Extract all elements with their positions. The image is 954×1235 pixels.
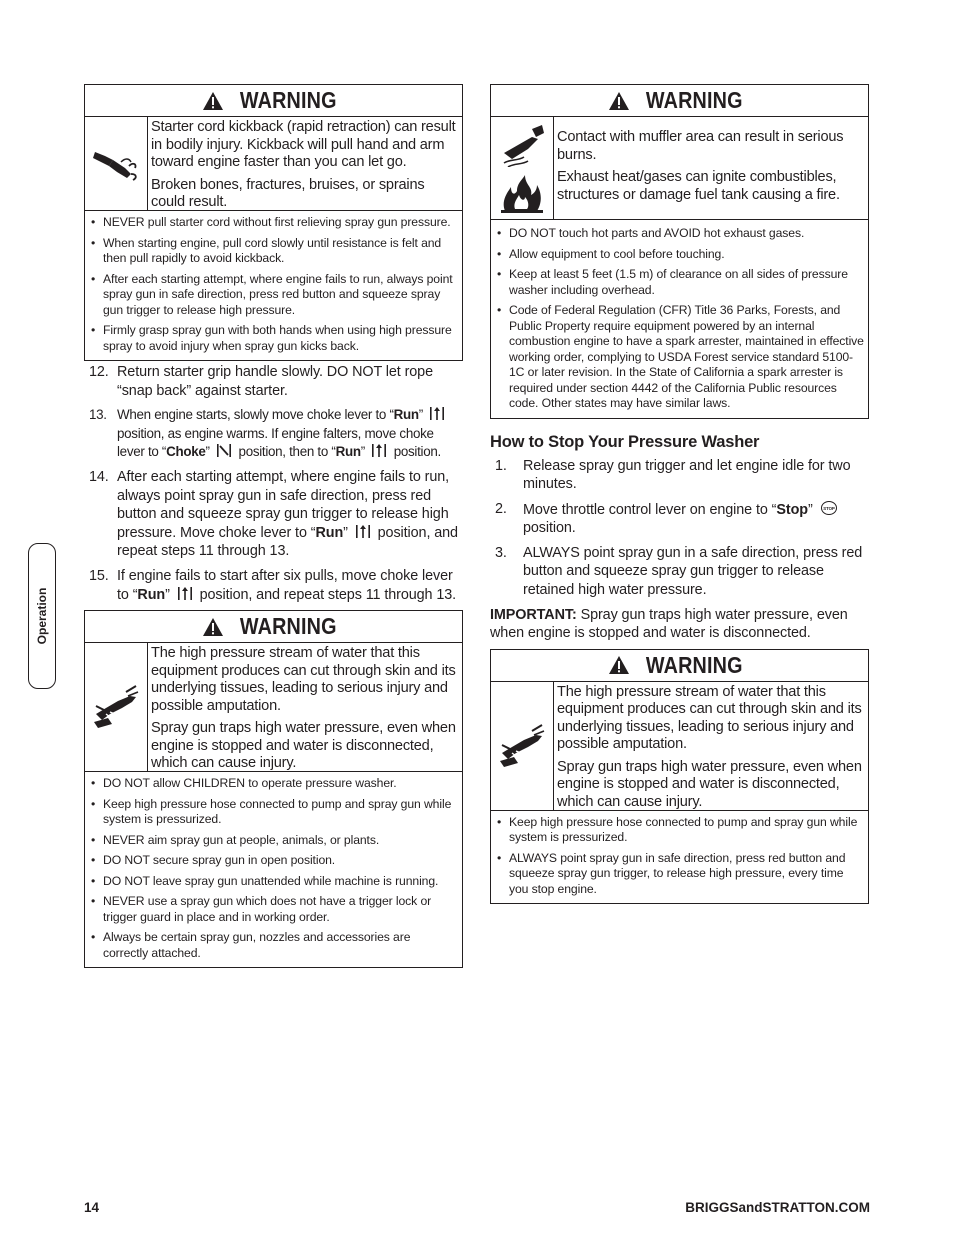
warning-bullet-list <box>85 772 462 967</box>
warning-text: Spray gun traps high water pressure, even when engine is stopped and water is disconnected, which can cause injury. <box>151 720 456 772</box>
warning-text: The high pressure stream of water that this equipment produces can cut through skin and its underlying tissues, leading to serious injury and possible amputation. <box>151 645 456 714</box>
run-symbol-icon <box>429 406 445 421</box>
warning-triangle-icon <box>608 91 630 111</box>
spray-warning-box <box>84 610 463 968</box>
choke-symbol-icon <box>216 443 232 458</box>
list-item: • DO NOT touch hot parts and AVOID hot exhaust gases. <box>495 226 864 242</box>
list-item: • Keep at least 5 feet (1.5 m) of clearance on all sides of pressure washer including overhead. <box>495 267 864 298</box>
list-item: • Allow equipment to cool before touching. <box>495 247 864 263</box>
run-symbol-icon <box>177 586 193 601</box>
page-number: 14 <box>84 1200 100 1215</box>
starting-steps <box>84 363 463 604</box>
warning-text: Broken bones, fractures, bruises, or sprains could result. <box>151 176 425 210</box>
list-item: • When starting engine, pull cord slowly until resistance is felt and then pull rapidly to avoid kickback. <box>89 236 458 267</box>
spray-warning-box <box>490 649 869 905</box>
step-1: 1. Release spray gun trigger and let engine idle for two minutes. <box>495 457 851 493</box>
step-14: 14. After each starting attempt, where engine fails to run, always point spray gun in safe direction, press red button and squeeze spray gun trigger to release high pressure. Move choke lever to “Run” position, and repeat steps 11 through 13. <box>89 468 458 560</box>
list-item: • ALWAYS point spray gun in safe direction, press red button and squeeze spray gun trigger, to release high pressure, every time you stop engine. <box>495 851 864 898</box>
list-item: • NEVER use a spray gun which does not have a trigger lock or trigger guard in place and in working order. <box>89 894 458 925</box>
warning-text: Spray gun traps high water pressure, even when engine is stopped and water is disconnected, which can cause injury. <box>557 758 862 810</box>
warning-header <box>491 85 868 117</box>
footer-website: BRIGGSandSTRATTON.COM <box>685 1200 870 1215</box>
list-item: • Keep high pressure hose connected to pump and spray gun while system is pressurized. <box>89 797 458 828</box>
warning-header <box>85 611 462 643</box>
warning-triangle-icon <box>202 91 224 111</box>
warning-bullet-list <box>491 220 868 418</box>
section-heading: How to Stop Your Pressure Washer <box>490 432 760 451</box>
side-tab-label: Operation <box>35 587 49 645</box>
warning-header <box>491 650 868 682</box>
hot-surface-icon <box>498 123 546 167</box>
warning-bullet-list <box>491 811 868 904</box>
warning-header <box>85 85 462 117</box>
kickback-icon <box>91 144 141 184</box>
warning-title: WARNING <box>240 613 337 640</box>
list-item: • DO NOT leave spray gun unattended while machine is running. <box>89 874 458 890</box>
list-item: • Keep high pressure hose connected to pump and spray gun while system is pressurized. <box>495 815 864 846</box>
list-item: • Code of Federal Regulation (CFR) Title 36 Parks, Forests, and Public Property require equipment powered by an internal combustion engine to have a spark arrester, maintained in effective working order, complying to USDA Forest service standard 5100-1C or later revision. In the State of California a spark arrester is required under section 4442 of the California Public resources code. Other states may have similar laws. <box>495 303 864 412</box>
high-pressure-spray-icon <box>498 723 546 769</box>
list-item: • After each starting attempt, where engine fails to run, always point spray gun in safe direction, press red button and squeeze spray gun trigger to release high pressure. <box>89 272 458 319</box>
stop-symbol-icon <box>820 500 838 516</box>
important-note: IMPORTANT: Spray gun traps high water pressure, even when engine is stopped and water is disconnected. <box>490 606 848 642</box>
list-item: • NEVER pull starter cord without first relieving spray gun pressure. <box>89 215 458 231</box>
fire-icon <box>499 173 545 213</box>
warning-text: The high pressure stream of water that this equipment produces can cut through skin and its underlying tissues, leading to serious injury and possible amputation. <box>557 683 862 753</box>
warning-text: Starter cord kickback (rapid retraction) can result in bodily injury. Kickback will pull hand and arm toward engine faster than you can let go. <box>151 119 456 170</box>
warning-title: WARNING <box>646 651 743 678</box>
kickback-warning-box <box>84 84 463 361</box>
warning-triangle-icon <box>608 655 630 675</box>
warning-triangle-icon <box>202 617 224 637</box>
list-item: • Firmly grasp spray gun with both hands when using high pressure spray to avoid injury when spray gun kicks back. <box>89 323 458 354</box>
warning-title: WARNING <box>240 87 337 113</box>
run-symbol-icon <box>355 524 371 539</box>
left-column <box>84 84 463 968</box>
warning-title: WARNING <box>646 87 743 113</box>
step-13: 13. When engine starts, slowly move choke lever to “Run” position, as engine warms. If engine falters, move choke lever to “Choke” position, then to “Run” position. <box>84 406 463 462</box>
run-symbol-icon <box>371 443 387 458</box>
warning-bullet-list <box>85 211 462 360</box>
step-3: 3. ALWAYS point spray gun in a safe direction, press red button and squeeze spray gun trigger to release retained high water pressure. <box>495 544 863 599</box>
step-15: 15. If engine fails to start after six pulls, move choke lever to “Run” position, and repeat steps 11 through 13. <box>89 567 457 603</box>
step-12: 12. Return starter grip handle slowly. DO NOT let rope “snap back” against starter. <box>89 364 433 399</box>
high-pressure-spray-icon <box>92 684 140 730</box>
warning-text: Exhaust heat/gases can ignite combustibles, structures or damage fuel tank causing a fire. <box>557 169 840 203</box>
list-item: • DO NOT secure spray gun in open position. <box>89 853 458 869</box>
list-item: • Always be certain spray gun, nozzles and accessories are correctly attached. <box>89 930 458 961</box>
list-item: • NEVER aim spray gun at people, animals, or plants. <box>89 833 458 849</box>
svg-text:STOP: STOP <box>822 505 835 511</box>
step-2: 2. Move throttle control lever on engine to “Stop” STOP position. <box>490 500 869 538</box>
list-item: • DO NOT allow CHILDREN to operate pressure washer. <box>89 776 458 792</box>
muffler-warning-box <box>490 84 869 419</box>
right-column <box>490 84 869 904</box>
stopping-steps <box>490 457 869 600</box>
warning-text: Contact with muffler area can result in serious burns. <box>557 129 844 163</box>
section-side-tab <box>28 543 56 689</box>
